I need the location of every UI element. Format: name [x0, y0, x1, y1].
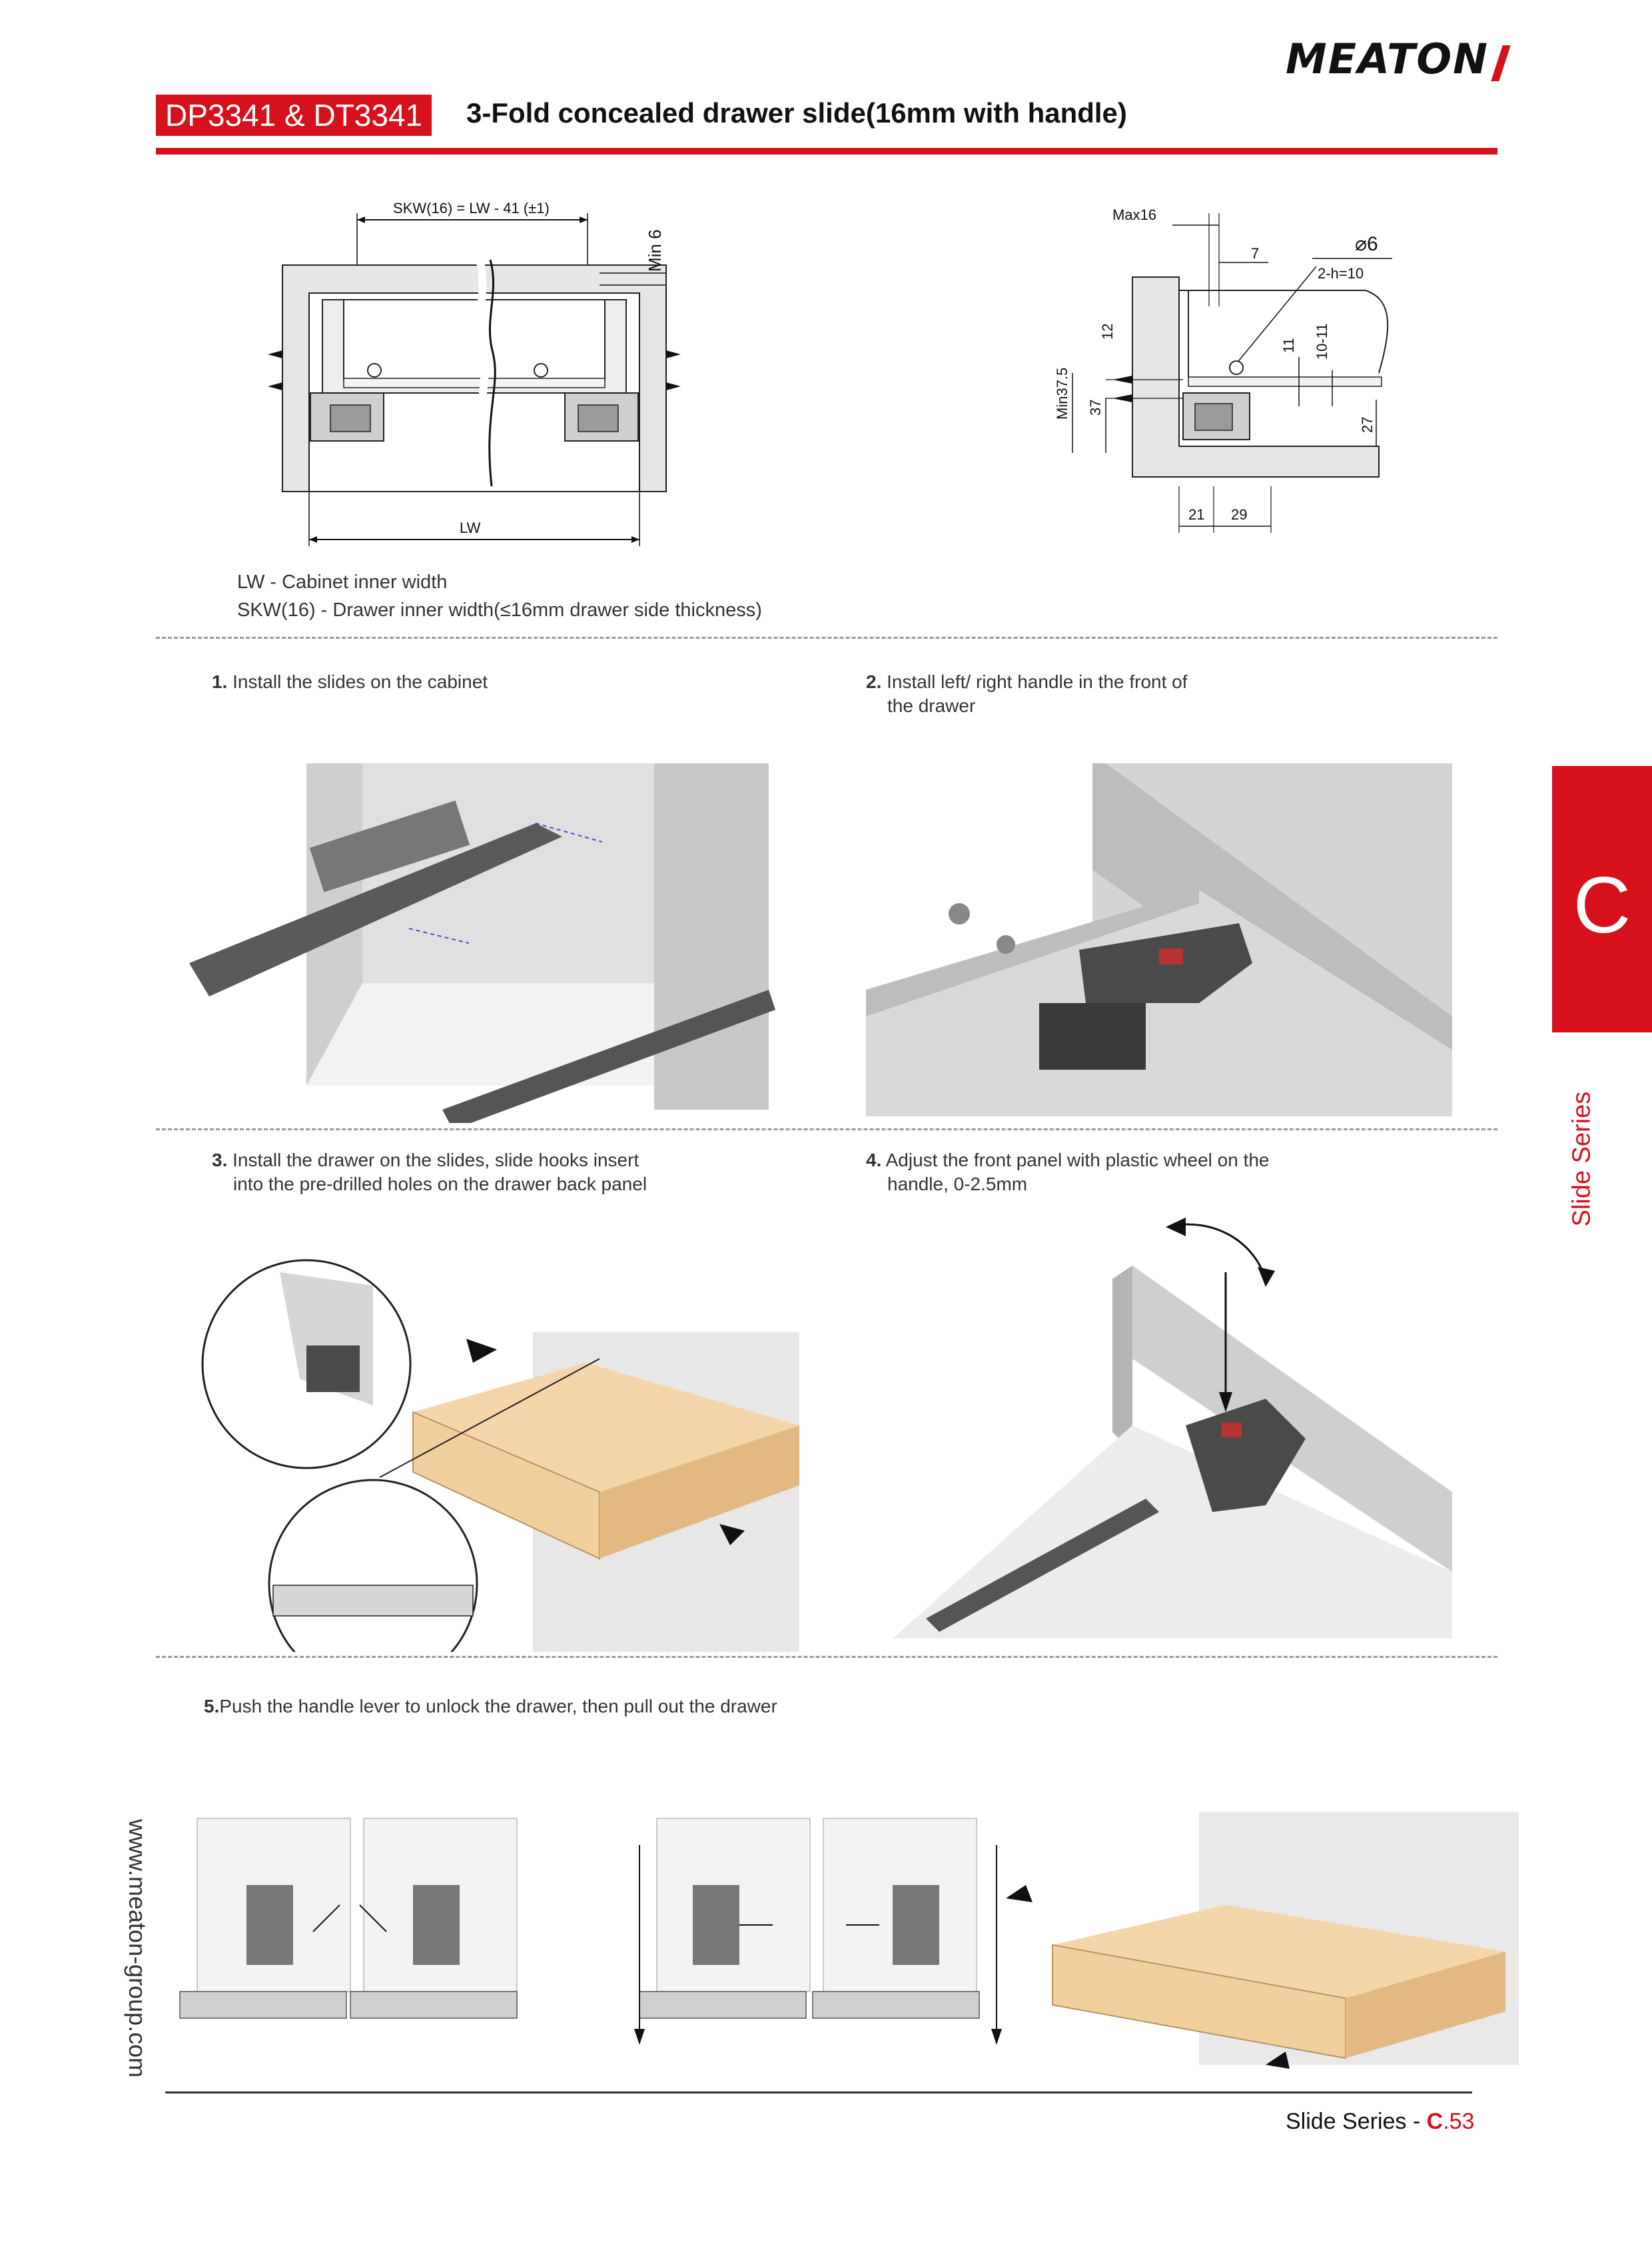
legend-skw: SKW(16) - Drawer inner width(≤16mm drawer side thickness) [237, 599, 762, 621]
step-5-text: Push the handle lever to unlock the drawer, then pull out the drawer [219, 1696, 777, 1716]
website-url [117, 1818, 157, 2098]
step-1-illustration [189, 763, 795, 1123]
step-5 [204, 1694, 777, 1718]
step-1-text: Install the slides on the cabinet [232, 671, 488, 692]
model-badge: DP3341 & DT3341 [156, 95, 432, 136]
cabinet-width-diagram [266, 193, 706, 566]
lw-label: LW [460, 520, 481, 536]
step-4-line2: handle, 0-2.5mm [887, 1174, 1028, 1194]
step-4-illustration [893, 1212, 1452, 1645]
section-name-text: Slide Series [1567, 1091, 1596, 1227]
header-rule [156, 148, 1497, 155]
page-title: 3-Fold concealed drawer slide(16mm with handle) [466, 97, 1127, 129]
diameter-label: ⌀6 [1355, 233, 1378, 255]
step-1 [212, 670, 488, 694]
step-3-line2: into the pre-drilled holes on the drawer back panel [233, 1174, 647, 1194]
dim-12-label: 12 [1099, 323, 1116, 340]
step-2 [866, 670, 1188, 718]
website-url-text: www.meaton-group.com [124, 1819, 151, 2078]
footer-series: Slide Series - [1286, 2109, 1427, 2134]
footer-page-label [1286, 2109, 1474, 2135]
footer-section-letter: C [1426, 2109, 1444, 2134]
dim-10-11-label: 10-11 [1314, 323, 1330, 360]
step-4-line1: Adjust the front panel with plastic wheel on the [885, 1150, 1270, 1170]
min375-label: Min37.5 [1054, 367, 1070, 420]
dim-29-label: 29 [1231, 506, 1248, 523]
dim-37-label: 37 [1087, 399, 1104, 416]
step-2-line2: the drawer [887, 695, 976, 716]
step-3-line1: Install the drawer on the slides, slide hooks insert [232, 1150, 639, 1170]
min6-label: Min 6 [645, 229, 665, 272]
footer-rule [165, 2091, 1472, 2093]
section-divider-3 [156, 1656, 1497, 1658]
step-2-number: 2. [866, 671, 882, 692]
brand-logo: MEATON [1286, 35, 1489, 83]
skw-dimension-label: SKW(16) = LW - 41 (±1) [393, 200, 550, 216]
section-name [1562, 1039, 1602, 1226]
footer-page-number: .53 [1443, 2109, 1475, 2134]
step-3-number: 3. [212, 1150, 228, 1170]
step-5-number: 5. [204, 1696, 220, 1716]
logo-accent-mark [1491, 45, 1511, 81]
side-section-diagram [1019, 193, 1446, 553]
step-5-illustrations [173, 1812, 1525, 2078]
dim-21-label: 21 [1188, 506, 1205, 523]
dim-27-label: 27 [1359, 416, 1376, 433]
section-letter: C [1573, 861, 1631, 950]
dim-11-label: 11 [1280, 338, 1297, 353]
section-divider [156, 637, 1497, 639]
step-2-illustration [866, 763, 1452, 1116]
step-3-illustration [200, 1246, 813, 1652]
holes-label: 2-h=10 [1318, 265, 1364, 282]
step-2-line1: Install left/ right handle in the front of [887, 671, 1188, 692]
max16-label: Max16 [1112, 206, 1157, 223]
section-divider-2 [156, 1128, 1497, 1130]
step-4-number: 4. [866, 1150, 882, 1170]
dim-7-label: 7 [1251, 245, 1260, 262]
step-1-number: 1. [212, 671, 228, 692]
step-4 [866, 1148, 1270, 1196]
legend-lw: LW - Cabinet inner width [237, 571, 448, 593]
step-3 [212, 1148, 647, 1196]
